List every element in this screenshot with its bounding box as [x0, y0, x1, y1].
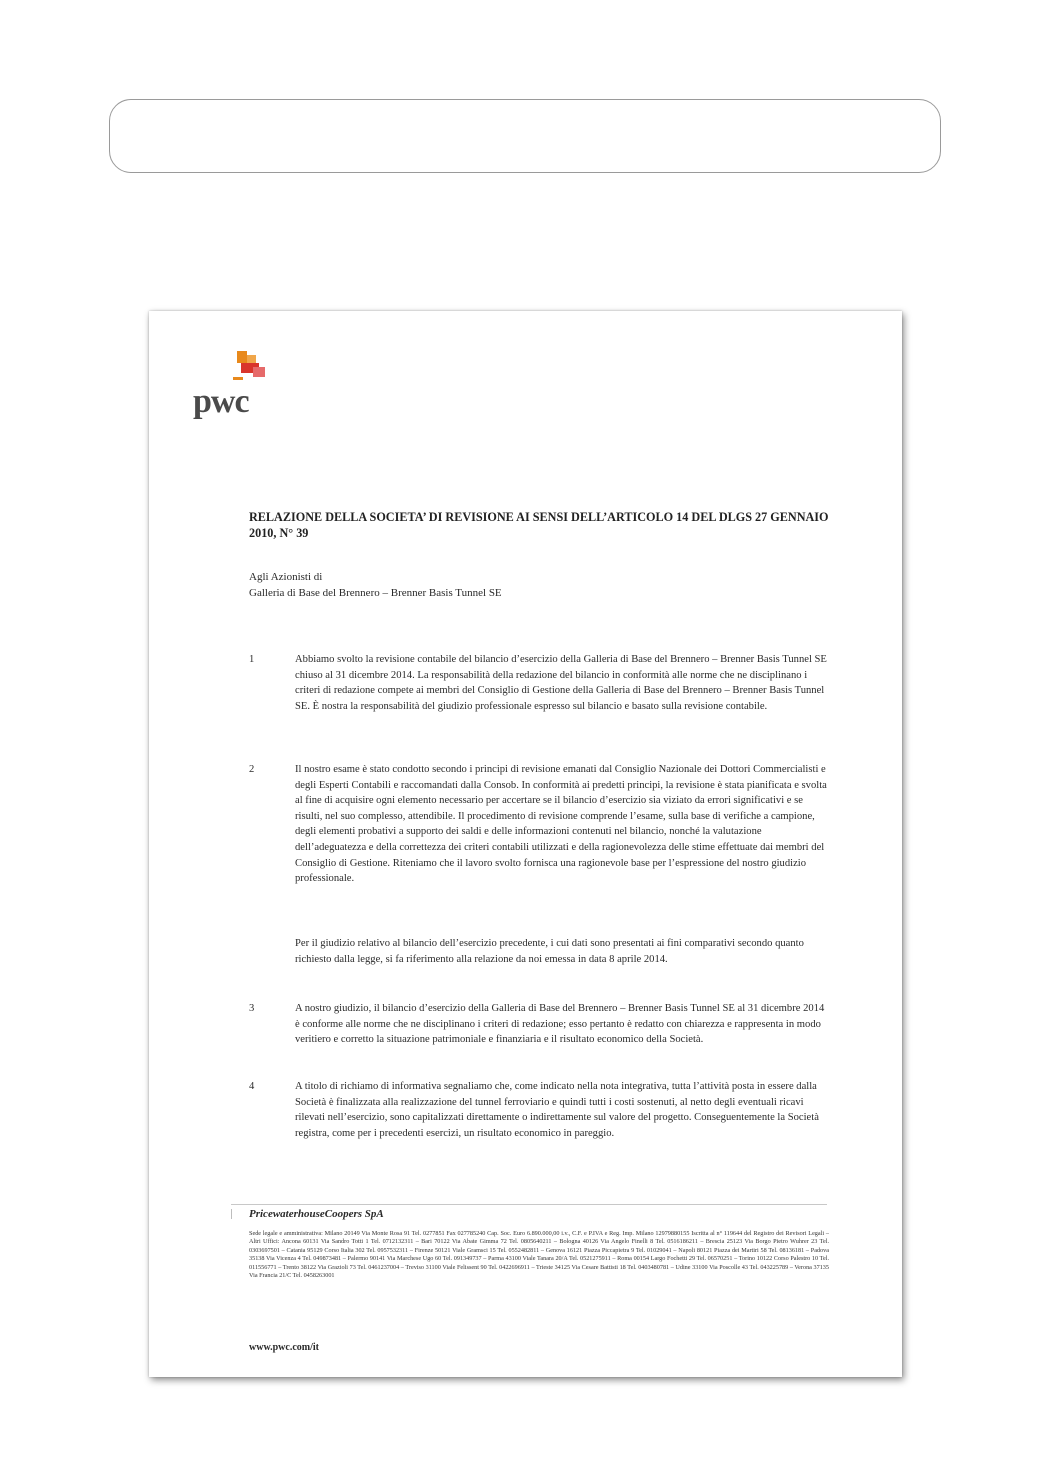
addressee-line-1: Agli Azionisti di	[249, 571, 323, 583]
footer-marker	[231, 1209, 232, 1219]
addressee-line-2: Galleria di Base del Brennero – Brenner Basis Tunnel SE	[249, 587, 502, 599]
pwc-logo-text: pwc	[193, 383, 249, 420]
footer-divider	[231, 1204, 827, 1205]
paragraph-number: 2	[249, 764, 255, 775]
paragraph-text: A titolo di richiamo di informativa segnaliamo che, come indicato nella nota integrativa, tutta l’attività posta in essere dalla Società è finalizzata alla realizzazione del tunnel ferroviario e quindi tutti i costi sostenuti, al netto degli eventuali ricavi rilevati nell’esercizio, sono capitalizzati direttamente o indirettamente sul valore del progetto. Conseguentemente la Società registra, come per i precedenti esercizi, un risultato economico in pareggio.	[295, 1081, 819, 1139]
paragraph-text: Per il giudizio relativo al bilancio dell’esercizio precedente, i cui dati sono presentati ai fini comparativi secondo quanto richiesto dalla legge, si fa riferimento alla relazione da noi emessa in data 8 aprile 2014.	[295, 938, 804, 965]
paragraph-number: 4	[249, 1081, 255, 1092]
footer-website: www.pwc.com/it	[249, 1342, 319, 1353]
pwc-logo	[193, 353, 293, 423]
addressee	[249, 569, 809, 601]
paragraph-number: 1	[249, 654, 255, 665]
audit-report-page	[149, 311, 902, 1377]
footer-legal-text: Sede legale e amministrativa: Milano 20149 Via Monte Rosa 91 Tel. 0277851 Fax 027785240 Cap. Soc. Euro 6.890.000,00 i.v., C.F. e P.IVA e Reg. Imp. Milano 12979880155 Iscritta al n° 119644 del Registro dei Revisori Legali – Altri Uffici: Ancona 60131 Via Sandro Totti 1 Tel. 0712132311 – Bari 70122 Via Abate Gimma 72 Tel. 0805640211 – Bologna 40126 Via Angelo Finelli 8 Tel. 0516186211 – Brescia 25123 Via Borgo Pietro Wuhrer 23 Tel. 0303697501 – Catania 95129 Corso Italia 302 Tel. 0957532311 – Firenze 50121 Viale Gramsci 15 Tel. 0552482811 – Genova 16121 Piazza Piccapietra 9 Tel. 01029041 – Napoli 80121 Piazza dei Martiri 58 Tel. 08136181 – Padova 35138 Via Vicenza 4 Tel. 049873481 – Palermo 90141 Via Marchese Ugo 60 Tel. 091349737 – Parma 43100 Viale Tanara 20/A Tel. 0521275911 – Roma 00154 Largo Fochetti 29 Tel. 06570251 – Torino 10122 Corso Palestro 10 Tel. 011556771 – Trento 38122 Via Grazioli 73 Tel. 0461237004 – Treviso 31100 Viale Felissent 90 Tel. 0422696911 – Trieste 34125 Via Cesare Battisti 18 Tel. 0403480781 – Udine 33100 Via Poscolle 43 Tel. 043225789 – Verona 37135 Via Francia 21/C Tel. 0458263001	[249, 1230, 829, 1280]
paragraph-number: 3	[249, 1003, 255, 1014]
footer-company: PricewaterhouseCoopers SpA	[249, 1208, 384, 1220]
report-title: RELAZIONE DELLA SOCIETA’ DI REVISIONE AI SENSI DELL’ARTICOLO 14 DEL DLGS 27 GENNAIO 2010, N° 39	[249, 510, 829, 540]
paragraph-text: Abbiamo svolto la revisione contabile del bilancio d’esercizio della Galleria di Base del Brennero – Brenner Basis Tunnel SE chiuso al 31 dicembre 2014. La responsabilità della redazione del bilancio in conformità alle norme che ne disciplinano i criteri di redazione compete ai membri del Consiglio di Gestione della Galleria di Base del Brennero – Brenner Basis Tunnel SE. È nostra la responsabilità del giudizio professionale espresso sul bilancio e basato sulla revisione contabile.	[295, 654, 827, 712]
paragraph-text: Il nostro esame è stato condotto secondo i principi di revisione emanati dal Consiglio Nazionale dei Dottori Commercialisti e degli Esperti Contabili e raccomandati dalla Consob. In conformità ai predetti principi, la revisione è stata pianificata e svolta al fine di acquisire ogni elemento necessario per accertare se il bilancio d’esercizio sia viziato da errori significativi e se risulti, nel suo complesso, attendibile. Il procedimento di revisione comprende l’esame, sulla base di verifiche a campione, degli elementi probativi a supporto dei saldi e delle informazioni contenuti nel bilancio, nonché la valutazione dell’adeguatezza e della correttezza dei criteri contabili utilizzati e della ragionevolezza delle stime effettuate dai membri del Consiglio di Gestione. Riteniamo che il lavoro svolto fornisca una ragionevole base per l’espressione del nostro giudizio professionale.	[295, 764, 827, 885]
header-box	[109, 99, 941, 173]
paragraph-text: A nostro giudizio, il bilancio d’esercizio della Galleria di Base del Brennero – Brenner Basis Tunnel SE al 31 dicembre 2014 è conforme alle norme che ne disciplinano i criteri di redazione; esso pertanto è redatto con chiarezza e rappresenta in modo veritiero e corretto la situazione patrimoniale e finanziaria e il risultato economico della Società.	[295, 1003, 825, 1046]
